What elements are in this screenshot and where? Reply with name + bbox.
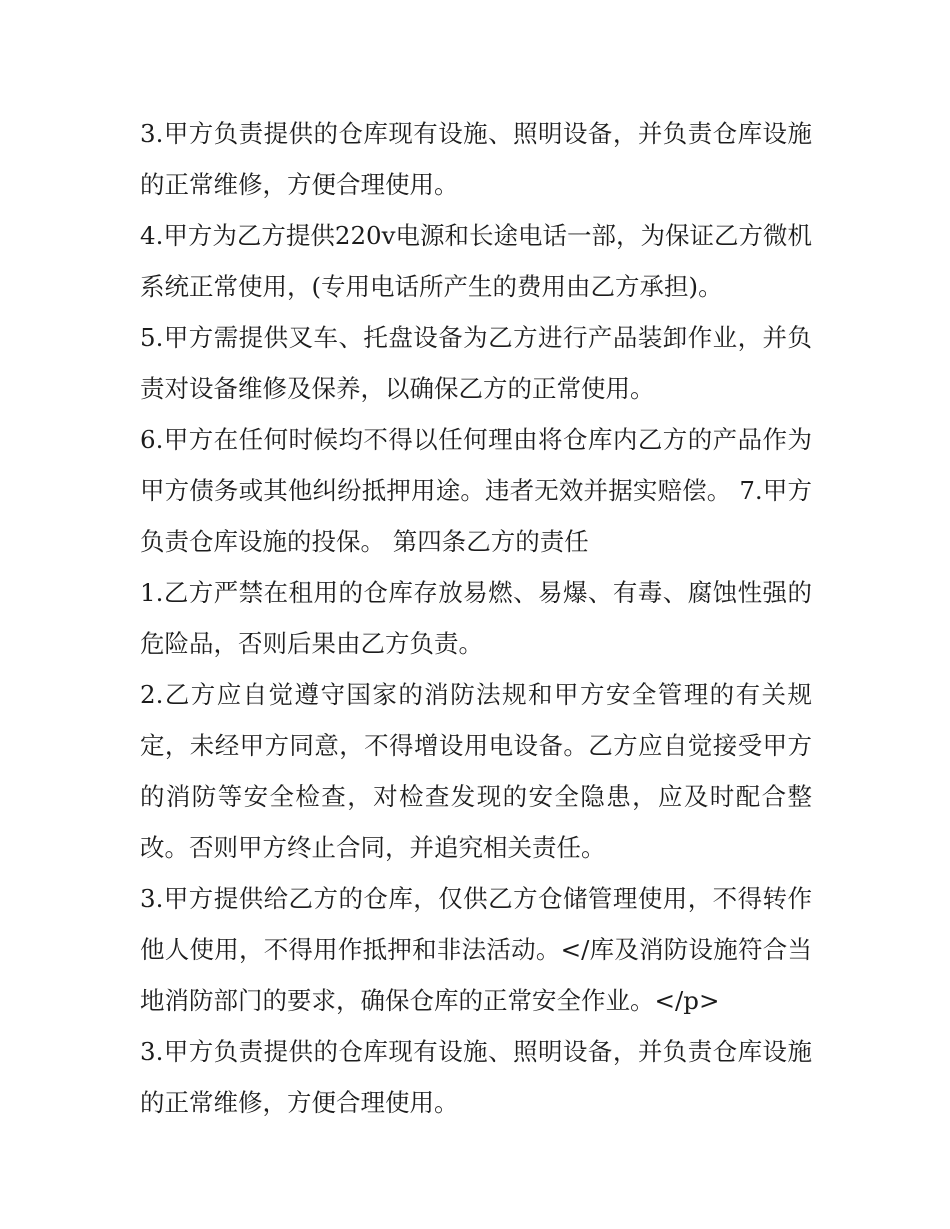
paragraph-7: 3.甲方提供给乙方的仓库，仅供乙方仓储管理使用，不得转作他人使用，不得用作抵押和非法活动。</库及消防设施符合当地消防部门的要求，确保仓库的正常安全作业。</p>: [140, 884, 812, 1015]
document-page: [140, 108, 812, 1128]
paragraph-3: 5.甲方需提供叉车、托盘设备为乙方进行产品装卸作业，并负责对设备维修及保养，以确保乙方的正常使用。: [140, 323, 812, 403]
paragraph-6: 2.乙方应自觉遵守国家的消防法规和甲方安全管理的有关规定，未经甲方同意，不得增设用电设备。乙方应自觉接受甲方的消防等安全检查，对检查发现的安全隐患，应及时配合整改。否则甲方终止合同，并追究相关责任。: [140, 680, 812, 862]
paragraph-2: 4.甲方为乙方提供220v电源和长途电话一部，为保证乙方微机系统正常使用，(专用电话所产生的费用由乙方承担)。: [140, 221, 812, 301]
paragraph-4: 6.甲方在任何时候均不得以任何理由将仓库内乙方的产品作为甲方债务或其他纠纷抵押用途。违者无效并据实赔偿。 7.甲方负责仓库设施的投保。 第四条乙方的责任: [140, 425, 812, 556]
paragraph-5: 1.乙方严禁在租用的仓库存放易燃、易爆、有毒、腐蚀性强的危险品，否则后果由乙方负责。: [140, 578, 812, 658]
paragraph-1: 3.甲方负责提供的仓库现有设施、照明设备，并负责仓库设施的正常维修，方便合理使用。: [140, 119, 812, 199]
paragraph-8: 3.甲方负责提供的仓库现有设施、照明设备，并负责仓库设施的正常维修，方便合理使用。: [140, 1037, 812, 1117]
